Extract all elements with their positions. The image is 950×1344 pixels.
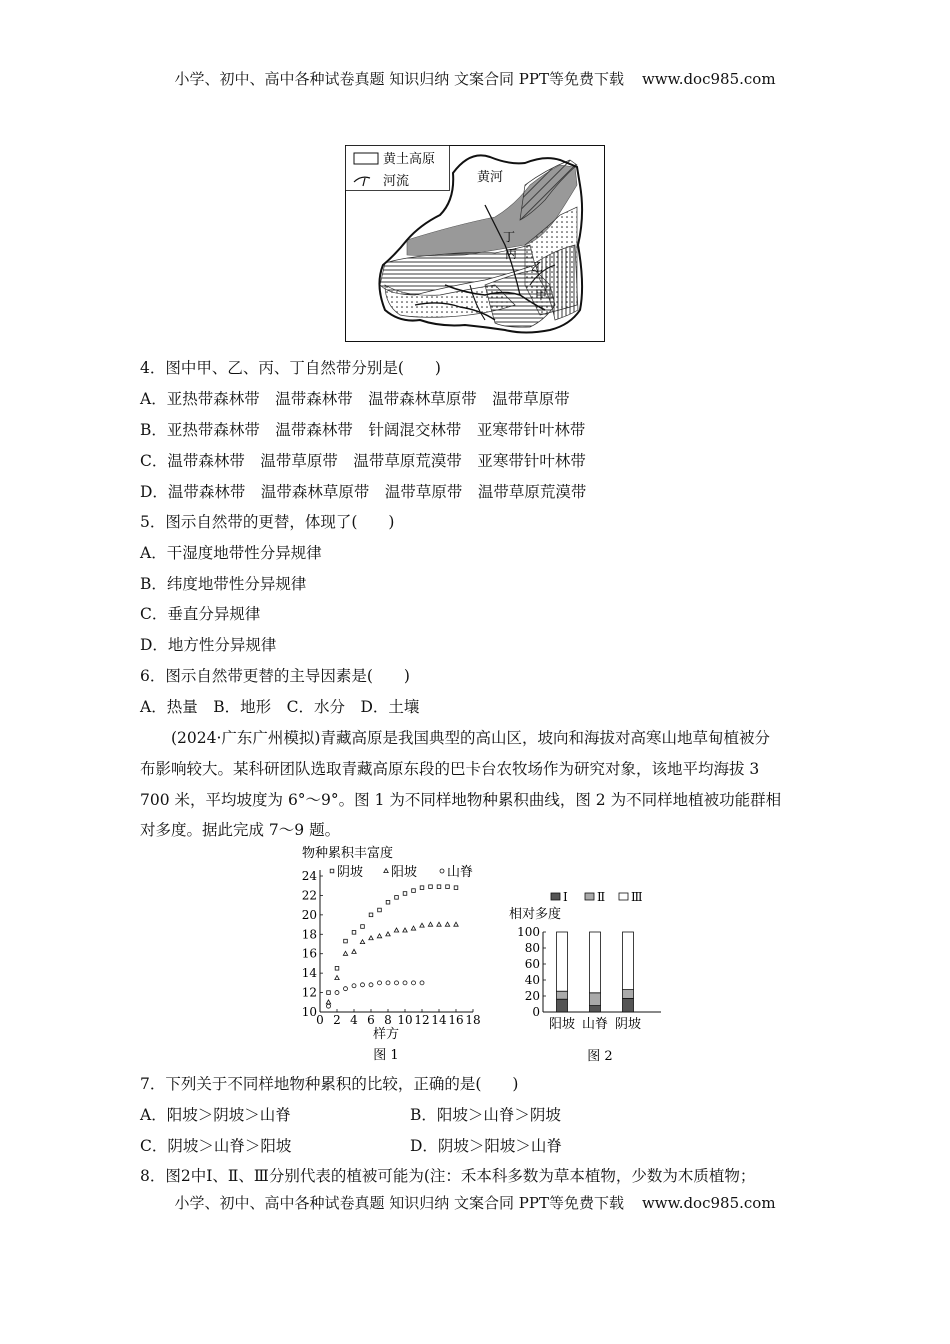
fig1-point-阴坡-3: [352, 931, 356, 935]
fig1-y-tick-label: 14: [301, 966, 317, 981]
fig1-x-tick-label: 2: [333, 1013, 341, 1027]
fig1-point-阳坡-3: [352, 949, 356, 953]
fig2-y-tick-label: 0: [532, 1005, 540, 1019]
fig2-y-tick-label: 20: [524, 989, 540, 1003]
fig1-point-山脊-6: [378, 981, 382, 985]
fig2-bar-山脊-Ⅰ: [590, 1006, 601, 1012]
fig2-y-tick-label: 60: [524, 957, 540, 971]
question-4-option-d: D．温带森林带 温带森林草原带 温带草原带 温带草原荒漠带: [140, 483, 587, 501]
fig1-y-tick-label: 10: [301, 1005, 317, 1019]
fig1-x-tick-label: 10: [397, 1013, 413, 1027]
loess-plateau-map: [345, 145, 605, 342]
legend-plateau-label: 黄土高原: [383, 152, 436, 167]
fig1-x-tick-label: 0: [316, 1013, 324, 1027]
fig1-point-山脊-9: [403, 981, 407, 985]
fig2-y-tick-label: 80: [524, 941, 540, 955]
fig1-x-tick-label: 12: [414, 1013, 430, 1027]
question-4-option-a: A．亚热带森林带 温带森林带 温带森林草原带 温带草原带: [140, 390, 570, 408]
fig2-legend-label-0: Ⅰ: [563, 890, 568, 904]
fig1-point-阳坡-11: [420, 923, 424, 927]
fig1-point-阳坡-14: [445, 922, 449, 926]
fig2-bar-阴坡-Ⅲ: [623, 932, 634, 990]
page-footer: [0, 1192, 950, 1213]
fig2-ylabel: 相对多度: [509, 907, 562, 922]
fig1-point-山脊-3: [352, 984, 356, 988]
fig1-y-tick-label: 16: [301, 946, 317, 961]
question-5-option-c: C．垂直分异规律: [140, 605, 261, 623]
fig1-point-山脊-8: [395, 981, 399, 985]
passage-line-3: 700 米，平均坡度为 6°～9°。图 1 为不同样地物种累积曲线，图 2 为不同样地植被功能群相: [140, 791, 782, 809]
fig1-point-阳坡-8: [394, 928, 398, 932]
fig1-y-tick-label: 18: [301, 927, 317, 942]
fig1-point-阴坡-0: [327, 991, 331, 995]
map-label-jia: 甲: [535, 288, 548, 302]
fig1-y-tick-label: 12: [301, 985, 317, 1000]
footer-text: 小学、初中、高中各种试卷真题 知识归纳 文案合同 PPT等免费下载: [174, 1194, 624, 1212]
fig1-point-阴坡-7: [386, 900, 390, 904]
fig1-y-tick-label: 24: [301, 869, 317, 883]
fig1-point-阳坡-0: [326, 1000, 330, 1004]
fig2-bar-阳坡-Ⅲ: [557, 932, 568, 991]
fig1-legend-marker-1: [384, 869, 388, 873]
fig2-bar-山脊-Ⅲ: [590, 932, 601, 993]
question-5-option-d: D．地方性分异规律: [140, 636, 277, 654]
fig1-point-阳坡-12: [428, 922, 432, 926]
fig1-point-山脊-10: [412, 981, 416, 985]
passage-line-2: 布影响较大。某科研团队选取青藏高原东段的巴卡台农牧场作为研究对象，该地平均海拔 3: [140, 760, 760, 778]
fig1-caption: 图 1: [373, 1048, 399, 1063]
figure-1-species-accumulation: [290, 842, 490, 1064]
map-label-yi: 乙: [531, 260, 544, 274]
question-7-stem: 7．下列关于不同样地物种累积的比较，正确的是( ): [140, 1075, 519, 1093]
map-label-huanghe: 黄河: [477, 170, 504, 185]
fig1-point-山脊-2: [344, 987, 348, 991]
fig1-point-阳坡-15: [454, 922, 458, 926]
question-6-options: A．热量 B．地形 C．水分 D．土壤: [140, 698, 420, 716]
fig2-bar-阴坡-Ⅰ: [623, 998, 634, 1012]
fig1-point-阴坡-2: [344, 939, 348, 943]
fig1-x-tick-label: 16: [448, 1013, 464, 1027]
fig1-point-阳坡-10: [411, 926, 415, 930]
fig1-point-山脊-4: [361, 983, 365, 987]
fig1-point-阳坡-1: [335, 976, 339, 980]
fig1-point-山脊-5: [369, 983, 373, 987]
fig1-point-阴坡-12: [429, 885, 433, 889]
fig1-point-山脊-11: [420, 981, 424, 985]
fig2-category-label: 山脊: [581, 1017, 609, 1032]
fig1-xlabel: 样方: [372, 1027, 400, 1042]
fig2-legend-swatch-0: [551, 893, 560, 900]
question-4-stem: 4．图中甲、乙、丙、丁自然带分别是( ): [140, 359, 441, 377]
fig2-legend-swatch-2: [619, 893, 628, 900]
fig1-x-tick-label: 4: [350, 1013, 358, 1027]
fig1-x-tick-label: 6: [367, 1013, 375, 1027]
question-8-stem: 8．图2中Ⅰ、Ⅱ、Ⅲ分别代表的植被可能为(注：禾本科多数为草本植物，少数为木质植物；: [140, 1167, 756, 1185]
fig1-title: 物种累积丰富度: [302, 846, 394, 861]
question-4-option-c: C．温带森林带 温带草原带 温带草原荒漠带 亚寒带针叶林带: [140, 452, 586, 470]
fig1-point-阴坡-5: [369, 913, 373, 917]
fig2-bar-阳坡-Ⅰ: [557, 999, 568, 1012]
fig1-x-tick-label: 18: [465, 1013, 481, 1027]
question-5-option-b: B．纬度地带性分异规律: [140, 575, 307, 593]
fig1-legend: [330, 864, 473, 880]
question-7-option-c: C．阴坡＞山脊＞阳坡: [140, 1137, 292, 1155]
fig1-point-阴坡-13: [437, 885, 441, 889]
fig2-legend-label-2: Ⅲ: [631, 890, 643, 904]
question-5-stem: 5．图示自然带的更替，体现了( ): [140, 513, 395, 531]
fig1-point-阳坡-4: [360, 940, 364, 944]
passage-line-1: (2024·广东广州模拟)青藏高原是我国典型的高山区，坡向和海拔对高寒山地草甸植被分: [171, 729, 770, 747]
fig1-legend-label-2: 山脊: [447, 865, 474, 880]
question-5-option-a: A．干湿度地带性分异规律: [140, 544, 322, 562]
fig2-bar-阴坡-Ⅱ: [623, 990, 634, 999]
question-7-option-b: B．阳坡＞山脊＞阴坡: [410, 1106, 561, 1124]
fig1-legend-label-0: 阴坡: [337, 865, 364, 880]
fig1-point-阴坡-10: [412, 889, 416, 893]
fig1-point-山脊-7: [386, 981, 390, 985]
fig1-legend-marker-2: [440, 869, 444, 873]
fig2-legend-swatch-1: [585, 893, 594, 900]
map-label-ding: 丁: [503, 230, 516, 244]
question-6-stem: 6．图示自然带更替的主导因素是( ): [140, 667, 410, 685]
fig2-caption: 图 2: [587, 1049, 613, 1064]
header-text: 小学、初中、高中各种试卷真题 知识归纳 文案合同 PPT等免费下载: [174, 70, 624, 88]
fig2-y-tick-label: 100: [517, 925, 540, 939]
fig1-point-阳坡-2: [343, 951, 347, 955]
fig2-bar-山脊-Ⅱ: [590, 993, 601, 1006]
passage-line-4: 对多度。据此完成 7～9 题。: [140, 821, 341, 839]
fig2-y-tick-label: 40: [524, 973, 540, 987]
fig1-point-阳坡-9: [403, 928, 407, 932]
question-7-option-a: A．阳坡＞阴坡＞山脊: [140, 1106, 291, 1124]
fig1-point-阳坡-6: [377, 934, 381, 938]
fig1-point-山脊-1: [335, 991, 339, 995]
legend-river-label: 河流: [383, 174, 410, 189]
fig1-point-阳坡-5: [369, 936, 373, 940]
fig2-category-label: 阳坡: [548, 1017, 576, 1032]
fig1-point-阴坡-14: [446, 885, 450, 889]
fig1-point-阳坡-13: [437, 922, 441, 926]
legend-plateau-swatch: [354, 153, 378, 164]
fig2-category-label: 阴坡: [614, 1017, 642, 1032]
fig1-point-阴坡-4: [361, 925, 365, 929]
fig1-point-阴坡-9: [403, 892, 407, 896]
fig1-point-阴坡-11: [420, 886, 424, 890]
fig1-point-阳坡-7: [386, 932, 390, 936]
fig1-x-tick-label: 14: [431, 1013, 447, 1027]
map-label-bing: 丙: [505, 247, 518, 261]
fig2-legend-label-1: Ⅱ: [597, 890, 606, 904]
fig2-bar-阳坡-Ⅱ: [557, 991, 568, 999]
fig2-legend: [551, 890, 643, 904]
question-7-option-d: D．阴坡＞阳坡＞山脊: [410, 1137, 562, 1155]
page-header: [0, 68, 950, 89]
fig1-y-tick-label: 22: [301, 888, 317, 903]
fig1-point-阴坡-15: [454, 886, 458, 890]
fig1-point-阴坡-6: [378, 908, 382, 912]
fig1-legend-marker-0: [330, 869, 334, 873]
fig1-point-山脊-0: [327, 1004, 331, 1008]
figure-2-relative-abundance: [505, 880, 665, 1064]
fig1-legend-label-1: 阳坡: [391, 865, 418, 880]
header-url: www.doc985.com: [641, 70, 776, 88]
footer-url: www.doc985.com: [641, 1194, 776, 1212]
question-4-option-b: B．亚热带森林带 温带森林带 针阔混交林带 亚寒带针叶林带: [140, 421, 586, 439]
fig1-point-阴坡-1: [335, 966, 339, 970]
fig1-x-tick-label: 8: [384, 1013, 392, 1027]
fig1-y-tick-label: 20: [301, 907, 317, 922]
fig1-point-阴坡-8: [395, 896, 399, 900]
